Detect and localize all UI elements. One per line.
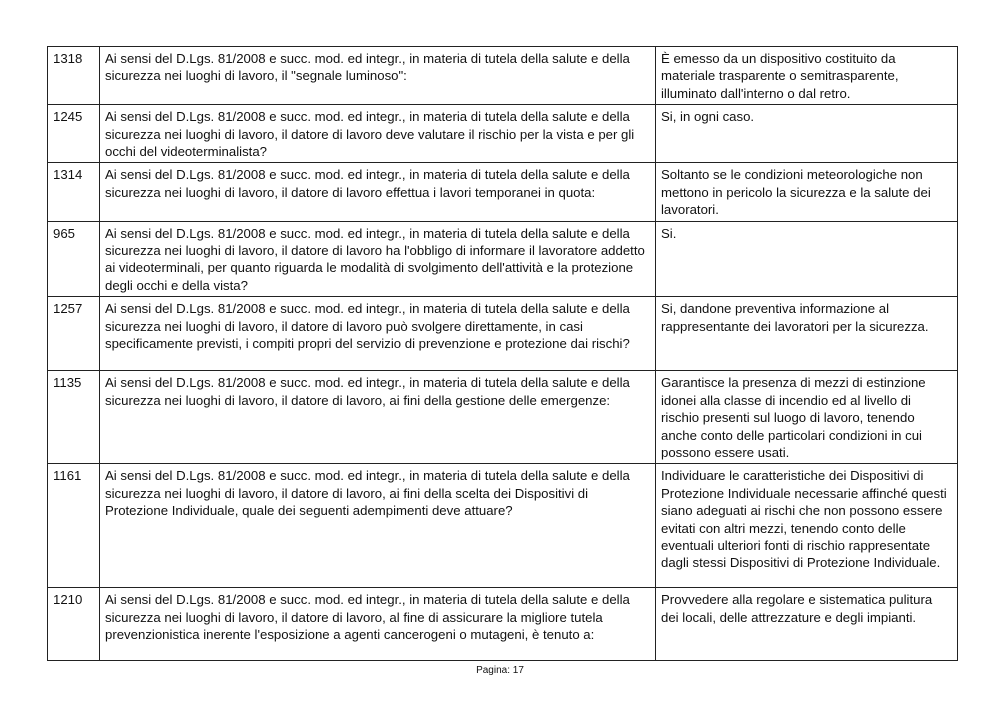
question-text: Ai sensi del D.Lgs. 81/2008 e succ. mod. ed integr., in materia di tutela della salute e della sicurezza nei luoghi di lavoro, il datore di lavoro, ai fini della gestione delle emergenze: — [100, 371, 656, 464]
answer-text: Soltanto se le condizioni meteorologiche non mettono in pericolo la sicurezza e la salute dei lavoratori. — [656, 163, 958, 221]
table-row — [48, 464, 958, 588]
question-text: Ai sensi del D.Lgs. 81/2008 e succ. mod. ed integr., in materia di tutela della salute e della sicurezza nei luoghi di lavoro, il datore di lavoro effettua i lavori temporanei in quota: — [100, 163, 656, 221]
question-text: Ai sensi del D.Lgs. 81/2008 e succ. mod. ed integr., in materia di tutela della salute e della sicurezza nei luoghi di lavoro, il datore di lavoro, al fine di assicurare la migliore tutela prevenzionistica inerente l'esposizione a agenti cancerogeni o mutageni, è tenuto a: — [100, 588, 656, 661]
question-id: 1257 — [48, 297, 100, 371]
answer-text: Si. — [656, 221, 958, 297]
table-row — [48, 371, 958, 464]
answer-text: Si, dandone preventiva informazione al rappresentante dei lavoratori per la sicurezza. — [656, 297, 958, 371]
question-text: Ai sensi del D.Lgs. 81/2008 e succ. mod. ed integr., in materia di tutela della salute e della sicurezza nei luoghi di lavoro, il datore di lavoro deve valutare il rischio per la vista e per gli occhi del videoterminalista? — [100, 105, 656, 163]
table-row — [48, 588, 958, 661]
question-text: Ai sensi del D.Lgs. 81/2008 e succ. mod. ed integr., in materia di tutela della salute e della sicurezza nei luoghi di lavoro, il datore di lavoro, ai fini della scelta dei Dispositivi di Protezione Individuale, quale dei seguenti adempimenti deve attuare? — [100, 464, 656, 588]
question-id: 1318 — [48, 47, 100, 105]
table-row — [48, 297, 958, 371]
question-id: 1245 — [48, 105, 100, 163]
answer-text: Si, in ogni caso. — [656, 105, 958, 163]
question-id: 1210 — [48, 588, 100, 661]
table-row — [48, 221, 958, 297]
question-id: 1161 — [48, 464, 100, 588]
question-id: 1135 — [48, 371, 100, 464]
questions-table — [47, 46, 958, 661]
table-row — [48, 105, 958, 163]
question-text: Ai sensi del D.Lgs. 81/2008 e succ. mod. ed integr., in materia di tutela della salute e della sicurezza nei luoghi di lavoro, il datore di lavoro ha l'obbligo di informare il lavoratore addetto ai videoterminali, per quanto riguarda le modalità di svolgimento dell'attività e la protezione degli occhi e della vista? — [100, 221, 656, 297]
question-text: Ai sensi del D.Lgs. 81/2008 e succ. mod. ed integr., in materia di tutela della salute e della sicurezza nei luoghi di lavoro, il datore di lavoro può svolgere direttamente, in casi specificamente previsti, i compiti propri del servizio di prevenzione e protezione dai rischi? — [100, 297, 656, 371]
table-row — [48, 47, 958, 105]
answer-text: È emesso da un dispositivo costituito da materiale trasparente o semitrasparente, illuminato dall'interno o dal retro. — [656, 47, 958, 105]
page-number: Pagina: 17 — [476, 665, 524, 676]
answer-text: Individuare le caratteristiche dei Dispositivi di Protezione Individuale necessarie affinché questi siano adeguati ai rischi che non possono essere evitati con altri mezzi, tenendo conto delle eventuali ulteriori fonti di rischio rappresentate dagli stessi Dispositivi di Protezione Individuale. — [656, 464, 958, 588]
answer-text: Provvedere alla regolare e sistematica pulitura dei locali, delle attrezzature e degli impianti. — [656, 588, 958, 661]
question-id: 1314 — [48, 163, 100, 221]
question-text: Ai sensi del D.Lgs. 81/2008 e succ. mod. ed integr., in materia di tutela della salute e della sicurezza nei luoghi di lavoro, il "segnale luminoso": — [100, 47, 656, 105]
question-id: 965 — [48, 221, 100, 297]
answer-text: Garantisce la presenza di mezzi di estinzione idonei alla classe di incendio ed al livello di rischio presenti sul luogo di lavoro, tenendo anche conto delle particolari condizioni in cui possono essere usati. — [656, 371, 958, 464]
table-row — [48, 163, 958, 221]
